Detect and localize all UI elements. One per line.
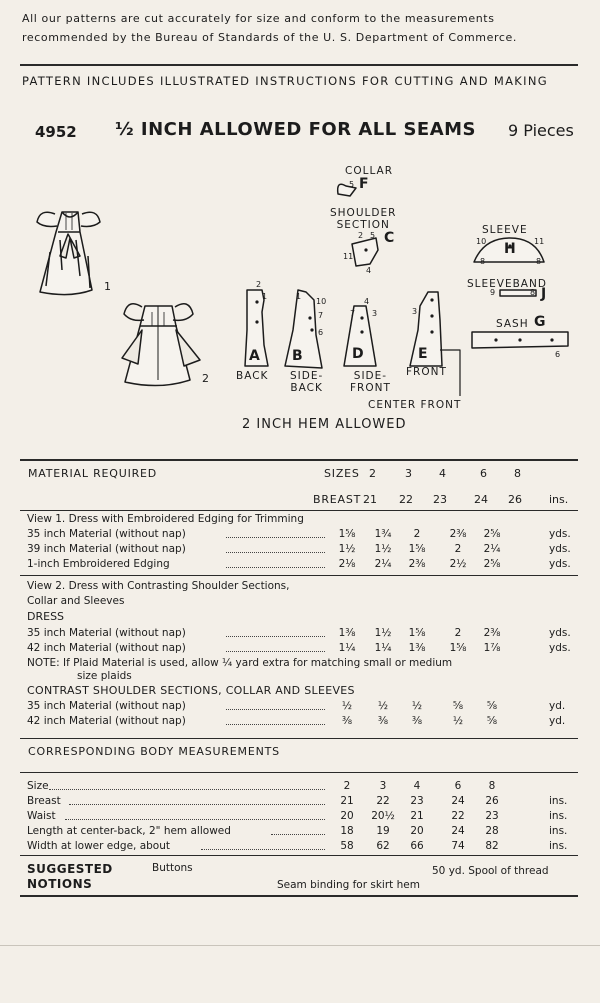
row-value: 74 xyxy=(451,840,465,852)
sash-label: SASH xyxy=(496,318,529,330)
row-value: 2¼ xyxy=(374,558,392,570)
row-value: 1½ xyxy=(374,543,392,555)
leader-dots xyxy=(65,819,325,820)
sash-letter: G xyxy=(534,314,546,330)
row-value: ⅝ xyxy=(486,700,498,712)
row-value: 2⅛ xyxy=(338,558,356,570)
row-unit: yds. xyxy=(549,627,571,639)
breast-header: 24 xyxy=(474,493,488,506)
side-front-mark-4: 4 xyxy=(364,297,370,306)
row-value: 2 xyxy=(454,543,462,555)
table-row xyxy=(27,558,575,572)
view-2-number: 2 xyxy=(202,372,209,385)
row-value: ½ xyxy=(411,700,423,712)
view-2-dress-illustration xyxy=(122,304,200,386)
rule xyxy=(20,510,578,511)
back-mark-1: 1 xyxy=(262,292,268,301)
seam-allowance-title: ½ INCH ALLOWED FOR ALL SEAMS xyxy=(115,119,477,140)
row-value: 1⅞ xyxy=(483,642,501,654)
side-front-mark-7: 7 xyxy=(350,309,356,318)
rule xyxy=(20,738,578,739)
row-unit: ins. xyxy=(549,810,568,822)
row-value: 2 xyxy=(413,528,421,540)
row-value: 23 xyxy=(410,795,424,807)
shoulder-letter: C xyxy=(384,230,395,246)
row-value: 2⅝ xyxy=(483,528,501,540)
row-value: 2½ xyxy=(449,558,467,570)
table-row xyxy=(27,840,575,854)
row-value: 1⅜ xyxy=(408,642,426,654)
row-value: 20 xyxy=(410,825,424,837)
row-unit: yd. xyxy=(549,700,566,712)
breast-header: 26 xyxy=(508,493,522,506)
row-value: 2⅜ xyxy=(408,558,426,570)
collar-mark: 5 xyxy=(349,180,355,189)
breast-unit: ins. xyxy=(549,493,569,506)
row-value: 2⅜ xyxy=(483,627,501,639)
row-value: 23 xyxy=(485,810,499,822)
shoulder-mark-2: 2 xyxy=(358,231,364,240)
row-label: 35 inch Material (without nap) xyxy=(27,700,186,712)
table-row xyxy=(27,715,575,729)
paper-edge xyxy=(0,945,600,946)
row-value: 26 xyxy=(485,795,499,807)
side-back-label: SIDE- BACK xyxy=(290,370,324,394)
view-2-title: View 2. Dress with Contrasting Shoulder Sections, xyxy=(27,580,290,592)
notion-thread: 50 yd. Spool of thread xyxy=(432,865,549,877)
sleeve-letter: H xyxy=(504,241,516,257)
side-back-mark-6: 6 xyxy=(318,328,324,337)
row-value: 82 xyxy=(485,840,499,852)
row-value: 2¼ xyxy=(483,543,501,555)
body-measurements-title: CORRESPONDING BODY MEASUREMENTS xyxy=(28,745,280,758)
header-line-2: recommended by the Bureau of Standards of the U. S. Department of Commerce. xyxy=(22,31,517,44)
row-value: 66 xyxy=(410,840,424,852)
leader-dots xyxy=(226,724,325,725)
sleeve-mark-8b: 8 xyxy=(536,257,542,266)
row-value: 1½ xyxy=(374,627,392,639)
leader-dots xyxy=(226,567,325,568)
material-required-title: MATERIAL REQUIRED xyxy=(28,467,158,480)
breast-label: BREAST xyxy=(313,493,362,506)
breast-header: 21 xyxy=(363,493,377,506)
sleeve-mark-11: 11 xyxy=(534,237,545,246)
side-front-letter: D xyxy=(352,346,364,362)
sleeve-label: SLEEVE xyxy=(482,224,528,236)
row-value: ⅝ xyxy=(486,715,498,727)
rule xyxy=(20,772,578,773)
row-value: 1⅜ xyxy=(338,627,356,639)
side-front-mark-3: 3 xyxy=(372,309,378,318)
row-value: ⅜ xyxy=(341,715,353,727)
row-unit: yds. xyxy=(549,528,571,540)
pattern-number: 4952 xyxy=(35,123,77,141)
dress-heading: DRESS xyxy=(27,610,65,623)
rule xyxy=(20,575,578,576)
leader-dots xyxy=(226,537,325,538)
row-label: Width at lower edge, about xyxy=(27,840,170,852)
collar-label: COLLAR xyxy=(345,165,394,177)
row-value: 20½ xyxy=(371,810,395,822)
table-row xyxy=(27,528,575,542)
row-unit: ins. xyxy=(549,840,568,852)
hem-allowed-label: 2 INCH HEM ALLOWED xyxy=(242,417,407,432)
table-row xyxy=(27,642,575,656)
leader-dots xyxy=(226,709,325,710)
row-value: 1⅝ xyxy=(338,528,356,540)
notions-title-2: NOTIONS xyxy=(27,877,93,891)
row-value: ⅝ xyxy=(452,700,464,712)
row-value: 20 xyxy=(340,810,354,822)
back-label: BACK xyxy=(236,370,269,382)
row-value: 1⅝ xyxy=(449,642,467,654)
row-unit: yds. xyxy=(549,543,571,555)
notion-buttons: Buttons xyxy=(152,862,193,874)
row-value: 22 xyxy=(451,810,465,822)
row-label: Breast xyxy=(27,795,61,807)
size-header: 8 xyxy=(514,467,521,480)
leader-dots xyxy=(201,849,325,850)
row-value: 2⅜ xyxy=(449,528,467,540)
row-value: 1¾ xyxy=(374,528,392,540)
rule xyxy=(20,64,578,66)
collar-letter: F xyxy=(359,176,369,192)
table-row xyxy=(27,780,575,794)
row-label: Waist xyxy=(27,810,56,822)
table-row xyxy=(27,700,575,714)
row-value: 1¼ xyxy=(374,642,392,654)
leader-dots xyxy=(49,789,325,790)
instructions-heading: PATTERN INCLUDES ILLUSTRATED INSTRUCTIONS FOR CUTTING AND MAKING xyxy=(22,74,548,88)
sizes-label: SIZES xyxy=(324,467,360,480)
row-value: 1½ xyxy=(338,543,356,555)
view-1-dress-illustration xyxy=(37,212,100,295)
row-value: ½ xyxy=(377,700,389,712)
shoulder-mark-11: 11 xyxy=(343,252,354,261)
size-header: 4 xyxy=(439,467,446,480)
row-value: 2⅝ xyxy=(483,558,501,570)
row-value: 1¼ xyxy=(338,642,356,654)
row-value: 24 xyxy=(451,795,465,807)
row-label: 35 inch Material (without nap) xyxy=(27,627,186,639)
row-unit: yds. xyxy=(549,558,571,570)
plaid-note-cont: size plaids xyxy=(77,670,132,682)
plaid-note: NOTE: If Plaid Material is used, allow ¼ yard extra for matching small or medium xyxy=(27,657,453,669)
table-row xyxy=(27,627,575,641)
rule xyxy=(20,895,578,897)
row-unit: ins. xyxy=(549,825,568,837)
sleeveband-letter: J xyxy=(541,286,547,302)
piece-c-shoulder xyxy=(352,238,378,266)
row-label: Length at center-back, 2" hem allowed xyxy=(27,825,231,837)
shoulder-section-label: SHOULDER SECTION xyxy=(330,207,397,231)
pieces-count: 9 Pieces xyxy=(508,121,574,140)
row-value: 2 xyxy=(343,780,351,792)
row-unit: yds. xyxy=(549,642,571,654)
row-value: 22 xyxy=(376,795,390,807)
row-value: ⅜ xyxy=(377,715,389,727)
back-mark-2: 2 xyxy=(256,280,262,289)
table-row xyxy=(27,810,575,824)
leader-dots xyxy=(69,804,325,805)
row-value: 3 xyxy=(379,780,387,792)
row-unit: ins. xyxy=(549,795,568,807)
side-back-mark-10: 10 xyxy=(316,297,327,306)
row-value: ½ xyxy=(341,700,353,712)
row-value: 18 xyxy=(340,825,354,837)
sleeveband-mark-9: 9 xyxy=(490,288,496,297)
sleeve-mark-10: 10 xyxy=(476,237,487,246)
leader-dots xyxy=(226,636,325,637)
contrast-heading: CONTRAST SHOULDER SECTIONS, COLLAR AND SLEEVES xyxy=(27,684,355,697)
row-value: 2 xyxy=(454,627,462,639)
table-row xyxy=(27,825,575,839)
leader-dots xyxy=(226,651,325,652)
row-value: ½ xyxy=(452,715,464,727)
view-1-number: 1 xyxy=(104,280,111,293)
row-label: 35 inch Material (without nap) xyxy=(27,528,186,540)
size-header: 2 xyxy=(369,467,376,480)
header-line-1: All our patterns are cut accurately for size and conform to the measurements xyxy=(22,12,495,25)
side-front-label: SIDE- FRONT xyxy=(350,370,391,394)
row-value: 21 xyxy=(340,795,354,807)
notion-seam-binding: Seam binding for skirt hem xyxy=(277,879,420,891)
breast-header: 22 xyxy=(399,493,413,506)
notions-title-1: SUGGESTED xyxy=(27,862,113,876)
row-label: 42 inch Material (without nap) xyxy=(27,715,186,727)
row-value: 28 xyxy=(485,825,499,837)
table-row xyxy=(27,543,575,557)
front-label: FRONT xyxy=(406,366,447,378)
row-value: 1⅝ xyxy=(408,543,426,555)
shoulder-mark-4: 4 xyxy=(366,266,372,275)
side-back-letter: B xyxy=(292,348,303,364)
row-label: 42 inch Material (without nap) xyxy=(27,642,186,654)
row-label: Size xyxy=(27,780,49,792)
shoulder-mark-5: 5 xyxy=(370,231,376,240)
back-letter: A xyxy=(249,348,260,364)
size-header: 3 xyxy=(405,467,412,480)
row-value: 1⅝ xyxy=(408,627,426,639)
row-unit: yd. xyxy=(549,715,566,727)
row-value: 62 xyxy=(376,840,390,852)
row-value: 4 xyxy=(413,780,421,792)
sleeve-mark-8a: 8 xyxy=(480,257,486,266)
row-value: 19 xyxy=(376,825,390,837)
row-value: ⅜ xyxy=(411,715,423,727)
size-header: 6 xyxy=(480,467,487,480)
center-front-label: CENTER FRONT xyxy=(368,399,462,411)
sleeveband-label: SLEEVEBAND xyxy=(467,278,547,290)
row-label: 1-inch Embroidered Edging xyxy=(27,558,170,570)
front-mark-3: 3 xyxy=(412,307,418,316)
row-value: 6 xyxy=(454,780,462,792)
rule xyxy=(20,855,578,856)
sleeveband-mark-8: 8 xyxy=(530,288,536,297)
row-value: 58 xyxy=(340,840,354,852)
table-row xyxy=(27,795,575,809)
leader-dots xyxy=(271,834,325,835)
breast-header: 23 xyxy=(433,493,447,506)
side-back-mark-7: 7 xyxy=(318,311,324,320)
front-letter: E xyxy=(418,346,428,362)
row-value: 8 xyxy=(488,780,496,792)
view-1-title: View 1. Dress with Embroidered Edging for Trimming xyxy=(27,513,304,525)
side-back-mark-1: 1 xyxy=(296,292,302,301)
leader-dots xyxy=(226,552,325,553)
row-value: 21 xyxy=(410,810,424,822)
rule xyxy=(20,459,578,461)
row-value: 24 xyxy=(451,825,465,837)
sash-mark-6: 6 xyxy=(555,350,561,359)
view-2-title-cont: Collar and Sleeves xyxy=(27,595,125,607)
row-label: 39 inch Material (without nap) xyxy=(27,543,186,555)
